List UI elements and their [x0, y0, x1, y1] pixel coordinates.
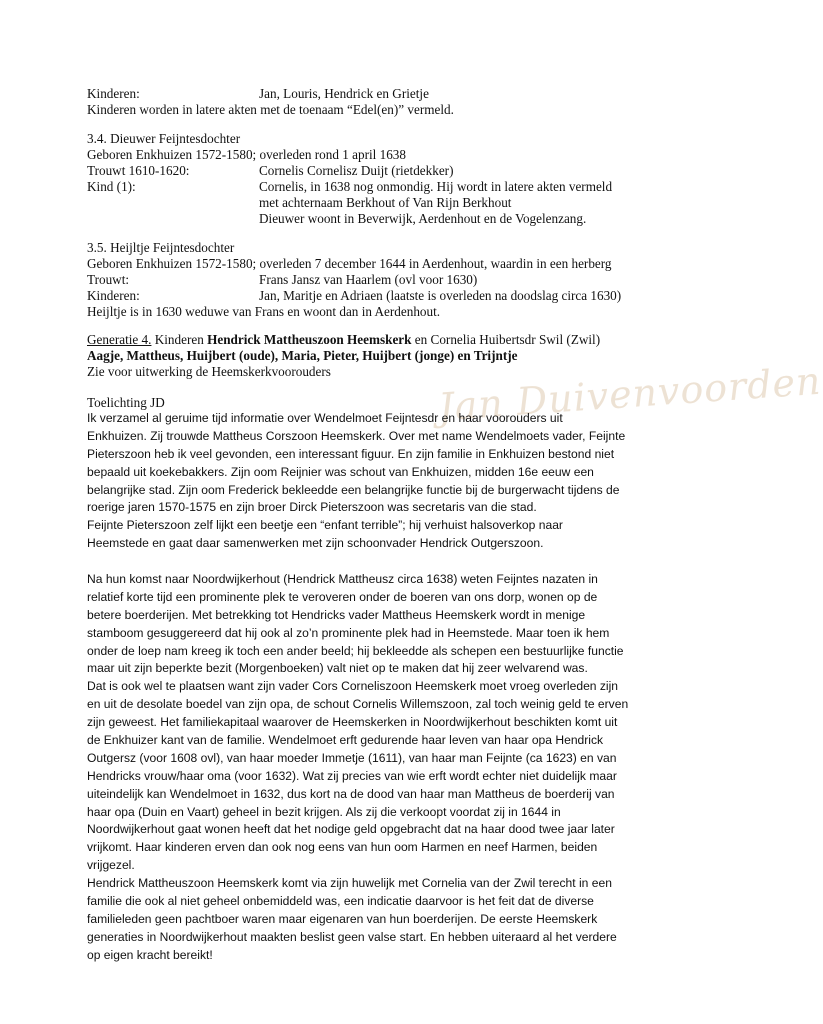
body-line: Outgersz (voor 1608 ovl), van haar moeder Immetje (1611), van haar man Feijnte (ca 1623) en van: [87, 750, 617, 765]
kinderen-value: Jan, Louris, Hendrick en Grietje: [259, 86, 429, 101]
body-line: Enkhuizen. Zij trouwde Mattheus Corszoon Heemskerk. Over met name Wendelmoets vader, Feijnte: [87, 428, 626, 443]
body-line: maar uit zijn beperkte bezit (Morgenboeken) valt niet op te maken dat hij zeer welvarend was.: [87, 661, 588, 676]
born-line: Geboren Enkhuizen 1572-1580; overleden rond 1 april 1638: [87, 147, 406, 162]
generatie-pre: Kinderen: [151, 332, 208, 347]
trouwt-label: Trouwt 1610-1620:: [87, 163, 190, 178]
body-line: roerige jaren 1570-1575 en zijn broer Dirck Pieterszoon was secretaris van die stad.: [87, 500, 537, 515]
section-3-4: [87, 131, 647, 227]
body-line: haar opa (Duin en Vaart) geheel in bezit krijgen. Als zij die verkoopt voordat zij in 1644 in: [87, 804, 561, 819]
watermark-logo: Jan Duivenvoorden: [436, 358, 823, 430]
generatie-label: Generatie 4.: [87, 332, 152, 347]
kinderen-label: Kinderen:: [87, 288, 140, 303]
body-line: Dat is ook wel te plaatsen want zijn vader Cors Corneliszoon Heemskerk moet vroeg overleden zijn: [87, 679, 619, 694]
kinderen-note: Kinderen worden in latere akten met de toenaam “Edel(en)” vermeld.: [87, 102, 454, 117]
body-line: onder de loep nam kreeg ik toch een ander beeld; hij bekleedde als schepen een bestuurlijke functie: [87, 643, 624, 658]
body-line: en uit de desolate boedel van zijn opa, de schout Cornelis Willemszoon, zal toch weinig geld te erven: [87, 697, 629, 712]
section-3-5: [87, 240, 647, 320]
body-line: Ik verzamel al geruime tijd informatie over Wendelmoet Feijntesdr en haar voorouders uit: [87, 411, 563, 425]
body-line: Feijnte Pieterszoon zelf lijkt een beetje een “enfant terrible”; hij verhuist halsoverkop naar: [87, 518, 563, 533]
body-line: stamboom gesuggereerd dat hij ook al zo’n prominente plek had in Heemstede. Maar toen ik hem: [87, 625, 610, 640]
body-line: uiteindelijk kan Wendelmoet in 1632, dus kort na de dood van haar man Mattheus de boerderij van: [87, 786, 615, 801]
toelichting-heading: Toelichting JD: [87, 395, 165, 410]
body-line: de Enkhuizer kant van de familie. Wendelmoet erft gedurende haar leven van haar opa Hendrick: [87, 733, 604, 748]
section-heading: 3.5. Heijltje Feijntesdochter: [87, 240, 235, 255]
body-line: relatief korte tijd een prominente plek te veroveren onder de boeren van ons dorp, wonen op de: [87, 589, 598, 604]
section-children-top: [87, 86, 647, 118]
section-generatie-4: [87, 332, 647, 380]
body-line: bepaald uit koekebakkers. Zijn oom Reijnier was schout van Enkhuizen, midden 16e eeuw een: [87, 464, 594, 479]
born-line: Geboren Enkhuizen 1572-1580; overleden 7 december 1644 in Aerdenhout, waardin in een herberg: [87, 256, 612, 271]
generatie-bold-name: Hendrick Mattheuszoon Heemskerk: [207, 332, 412, 347]
kinderen-label: Kinderen:: [87, 86, 140, 101]
note-line: Heijltje is in 1630 weduwe van Frans en woont dan in Aerdenhout.: [87, 304, 441, 319]
body-line: vrijkomt. Haar kinderen erven dan ook nog eens van hun oom Harmen en neef Harmen, beiden: [87, 840, 598, 855]
body-line: vrijgezel.: [87, 858, 135, 873]
kind-line-3: Dieuwer woont in Beverwijk, Aerdenhout en de Vogelenzang.: [259, 211, 587, 226]
body-line: betere boerderijen. Met betrekking tot Hendricks vader Mattheus Heemskerk wordt in menige: [87, 607, 586, 622]
body-line: Noordwijkerhout gaat wonen heeft dat het nodige geld opgebracht dat na haar dood twee jaar later: [87, 822, 615, 837]
body-line: zijn geweest. Het familiekapitaal waarover de Heemskerken in Noordwijkerhout beschikten komt uit: [87, 715, 618, 730]
kind-line-2: met achternaam Berkhout of Van Rijn Berkhout: [259, 195, 512, 210]
kinderen-value: Jan, Maritje en Adriaen (laatste is overleden na doodslag circa 1630): [259, 288, 622, 303]
body-line: Pieterszoon heb ik veel gevonden, een interessant figuur. En zijn familie in Enkhuizen bestond niet: [87, 446, 615, 461]
body-line: familie die ook al niet geheel onbemiddeld was, een indicatie daarvoor is het feit dat de diverse: [87, 894, 594, 909]
body-line: [87, 553, 647, 571]
kind-label: Kind (1):: [87, 179, 136, 194]
body-line: Heemstede en gaat daar samenwerken met zijn schoonvader Hendrick Outgerszoon.: [87, 536, 544, 551]
body-line: belangrijke stad. Zijn oom Frederick bekleedde een belangrijke functie bij de burgerwacht tijdens de: [87, 482, 620, 497]
generatie-children: Aagje, Mattheus, Huijbert (oude), Maria, Pieter, Huijbert (jonge) en Trijntje: [87, 348, 518, 363]
generatie-line: [87, 332, 647, 348]
trouwt-label: Trouwt:: [87, 272, 130, 287]
generatie-post: en Cornelia Huibertsdr Swil (Zwil): [411, 332, 601, 347]
toelichting-body: [87, 410, 647, 965]
body-line: generaties in Noordwijkerhout maakten beslist geen valse start. En hebben uiteraard al het verdere: [87, 929, 617, 944]
section-heading: 3.4. Dieuwer Feijntesdochter: [87, 131, 241, 146]
body-line: op eigen kracht bereikt!: [87, 947, 213, 962]
generatie-see: Zie voor uitwerking de Heemskerkvoorouders: [87, 364, 331, 379]
trouwt-value: Frans Jansz van Haarlem (ovl voor 1630): [259, 272, 478, 287]
body-line: Hendrick Mattheuszoon Heemskerk komt via zijn huwelijk met Cornelia van der Zwil terecht in een: [87, 876, 612, 891]
kind-line-1: Cornelis, in 1638 nog onmondig. Hij wordt in latere akten vermeld: [259, 179, 613, 194]
body-line: Hendricks vrouw/haar oma (voor 1632). Wat zij precies van wie erft wordt echter niet duidelijk maar: [87, 768, 617, 783]
body-line: Na hun komst naar Noordwijkerhout (Hendrick Mattheusz circa 1638) weten Feijntes nazaten in: [87, 572, 598, 587]
trouwt-value: Cornelis Cornelisz Duijt (rietdekker): [259, 163, 454, 178]
body-line: familieleden geen pachtboer waren maar eigenaren van hun boerderijen. De eerste Heemskerk: [87, 911, 598, 926]
